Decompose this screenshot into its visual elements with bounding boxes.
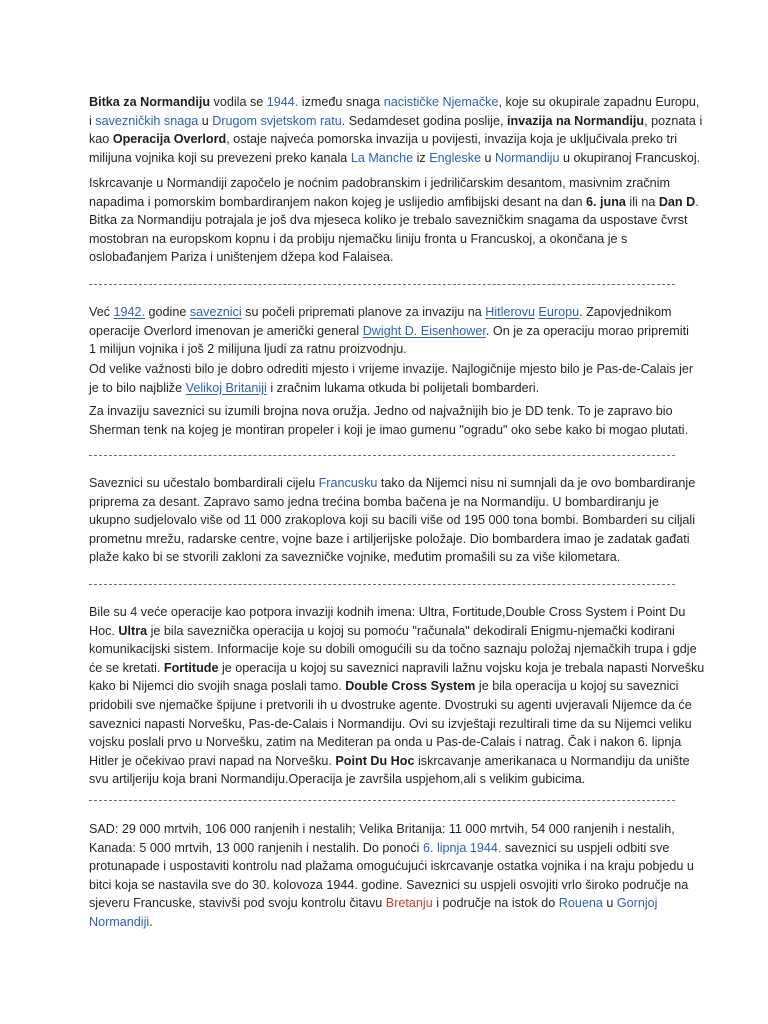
text-run: i xyxy=(89,113,96,128)
text-line xyxy=(89,174,689,193)
text-line xyxy=(89,322,689,341)
text-run: plaže kako bi se stvorili zakloni za savezničke vojnike, međutim promašili su za više kilometara. xyxy=(89,550,621,565)
text-run: , poznata i xyxy=(644,113,703,128)
text-run: , ostaje najveća pomorska invazija u povijesti, invazija koja je uključivala preko tri xyxy=(226,132,678,147)
text-line xyxy=(89,659,705,678)
text-run: Već xyxy=(89,305,114,319)
text-line xyxy=(89,820,689,839)
text-run: je to bilo najbliže xyxy=(89,380,186,395)
text-line xyxy=(89,193,699,212)
text-run: operacije Overlord imenovan je američki general xyxy=(89,323,363,338)
paragraph-operations xyxy=(89,603,705,789)
paragraph-casualties xyxy=(89,820,694,932)
text-run: saveznici napasti Norvešku, Pas-de-Calais i Normandiju. Ovi su izvještaji rezultirali time da su Nijemci veliku xyxy=(89,716,692,731)
text-line xyxy=(89,230,689,249)
text-line xyxy=(89,603,689,622)
text-run: je bila operacija u kojoj su saveznici xyxy=(475,679,679,694)
hyperlink[interactable]: 1944. xyxy=(266,95,299,109)
paragraph-weapons xyxy=(89,402,689,439)
bold-term: Operacija Overlord xyxy=(112,132,227,147)
text-line xyxy=(89,733,689,752)
text-run: iz xyxy=(413,150,430,165)
text-line xyxy=(89,248,689,267)
text-run: saveznici su uspjeli odbiti sve xyxy=(501,840,670,855)
text-line xyxy=(89,493,689,512)
text-run: priprema za desant. Zapravo samo jedna trećina bomba bačena je na Normandiju. U bombardiranju je xyxy=(89,494,659,509)
hyperlink[interactable]: Engleske xyxy=(429,150,482,165)
text-run: Saveznici su učestalo bombardirali cijelu xyxy=(89,476,319,490)
bold-term: Ultra xyxy=(118,623,148,638)
text-run: Bile su 4 veće operacije kao potpora invaziji kodnih imena: Ultra, Fortitude,Double Cross System i Point Du xyxy=(89,605,686,619)
text-run: u xyxy=(481,150,496,165)
hyperlink[interactable]: savezničkih snaga xyxy=(95,113,199,128)
text-run: Od velike važnosti bilo je dobro odrediti mjesto i vrijeme invazije. Najlogičnije mjesto bilo je Pas-de-Calais jer xyxy=(89,362,694,376)
text-line xyxy=(89,303,689,322)
text-run: Bitka za Normandiju potrajala je još dva mjeseca koliko je trebalo savezničkim snagama da uspostave čvrst xyxy=(89,213,688,228)
hyperlink[interactable]: Gornjoj xyxy=(616,896,658,911)
text-line xyxy=(89,913,689,932)
text-run: tako da Nijemci nisu ni sumnjali da je ovo bombardiranje xyxy=(377,476,696,490)
text-run: . On je za operaciju morao pripremiti xyxy=(485,323,689,338)
section-divider xyxy=(89,800,675,801)
text-run: , koje su okupirale zapadnu Europu, xyxy=(498,95,700,109)
section-divider xyxy=(89,455,675,456)
text-run: godine xyxy=(145,305,190,319)
text-line xyxy=(89,839,689,858)
text-line xyxy=(89,149,701,168)
hyperlink[interactable]: nacističke Njemačke xyxy=(383,95,499,109)
bold-term: Dan D xyxy=(658,194,696,209)
text-run: Hitler je očekivao pravi napad na Norvešku. xyxy=(89,753,336,768)
text-run: Iskrcavanje u Normandiji započelo je noćnim padobranskim i jedriličarskim desantom, masivnim zračnim xyxy=(89,176,670,190)
text-run: . Sedamdeset godina poslije, xyxy=(341,113,507,128)
text-run: Sherman tenk na kojeg je montiran propeler i koji je imao gumenu "ogradu" oko sebe kako bi mogao plutati. xyxy=(89,422,689,437)
text-line xyxy=(89,622,689,641)
hyperlink[interactable]: Normandiji xyxy=(89,914,150,929)
text-line xyxy=(89,640,697,659)
text-run: svu artiljeriju koja brani Normandiju.Operacija je završila uspjehom,ali s velikim gubicima. xyxy=(89,772,586,787)
text-line xyxy=(89,360,694,379)
text-line xyxy=(89,421,689,440)
hyperlink-underlined[interactable]: Hitlerovu xyxy=(485,305,535,319)
text-run: pridobili sve njemačke špijune i pretvorili ih u dvostruke agente. Dvostruki su agenti uvjeravali Nijemce da će xyxy=(89,697,692,712)
hyperlink-underlined[interactable]: 1942. xyxy=(113,305,146,319)
text-run: između snaga xyxy=(298,95,384,109)
text-line xyxy=(89,340,689,359)
text-line xyxy=(89,379,689,398)
bold-term: invazija na Normandiju xyxy=(506,113,645,128)
paragraph-bombing xyxy=(89,474,696,567)
text-run: će se kretati. xyxy=(89,660,164,675)
text-run: . Zapovjednikom xyxy=(579,305,672,319)
text-run: 1 milijun vojnika i još 2 milijuna ljudi za ratnu proizvodnju. xyxy=(89,342,407,357)
hyperlink[interactable]: Rouena xyxy=(558,896,603,911)
text-run: . xyxy=(695,194,699,209)
hyperlink[interactable]: La Manche xyxy=(350,150,414,165)
text-line xyxy=(89,474,696,493)
text-run: i zračnim lukama otkuda bi polijetali bombarderi. xyxy=(266,380,540,395)
hyperlink-underlined[interactable]: Velikoj Britaniji xyxy=(185,380,267,395)
text-line xyxy=(89,130,689,149)
text-run: ukupno sudjelovalo više od 11 000 zrakoplova koji su bacili više od 195 000 tona bombi. Bombarderi su ciljali xyxy=(89,513,696,528)
text-line xyxy=(89,876,689,895)
paragraph-intro xyxy=(89,93,703,167)
text-run: milijuna vojnika koji su prevezeni preko kanala xyxy=(89,150,351,165)
text-run: mostobran na europskom kopnu i da probiju njemačku liniju fronta u Francuskoj, a okončana je s xyxy=(89,231,628,246)
text-run: u xyxy=(602,896,617,911)
hyperlink[interactable]: Drugom svjetskom ratu xyxy=(212,113,342,128)
text-run: u xyxy=(198,113,213,128)
hyperlink-underlined[interactable]: Europu xyxy=(538,305,580,319)
hyperlink[interactable]: 6. lipnja 1944. xyxy=(422,840,502,855)
text-run: Hoc. xyxy=(89,623,119,638)
text-run: prometnu mrežu, radarske centre, vojne baze i artiljerijske položaje. Dio bombardera imao je zadatak gađati xyxy=(89,531,690,546)
text-run: iskrcavanje amerikanaca u Normandiju da unište xyxy=(414,753,690,768)
text-run: SAD: 29 000 mrtvih, 106 000 ranjenih i nestalih; Velika Britanija: 11 000 mrtvih, 54 000 ranjenih i nestalih, xyxy=(89,822,675,836)
text-line xyxy=(89,857,694,876)
text-run: napadima i pomorskim bombardiranjem nakon kojeg je uslijedio amfibijski desant na dan xyxy=(89,194,587,209)
text-line xyxy=(89,696,692,715)
bold-term: Fortitude xyxy=(163,660,219,675)
text-run: protunapade i uspostaviti kontrolu nad plažama omogućujući iskrcavanje ostatka vojnika i na kraju pobjedu u xyxy=(89,859,694,874)
paragraph-planning xyxy=(89,303,689,359)
text-run: kao xyxy=(89,132,113,147)
text-run: . xyxy=(149,914,153,929)
bold-term: Double Cross System xyxy=(345,679,476,694)
text-run: vojsku poslali prvo u Norvešku, zatim na Mediteran pa onda u Pas-de-Calais i natrag. Čak i nakon 6. lipnja xyxy=(89,735,682,750)
text-run: komunikacijski sistem. Informacije koje su dobili omogućili su da točno saznaju položaj njemačkih trupa i gdje xyxy=(89,642,697,657)
text-line xyxy=(89,548,689,567)
text-line xyxy=(89,112,703,131)
text-line xyxy=(89,677,689,696)
text-run: u okupiranoj Francuskoj. xyxy=(559,150,701,165)
hyperlink-missing[interactable]: Bretanju xyxy=(385,896,433,911)
text-run: je bila saveznička operacija u kojoj su pomoću "računala" dekodirali Enigmu-njemački kodirani xyxy=(147,623,675,638)
paragraph-landing xyxy=(89,174,699,267)
text-run: je operacija u kojoj su saveznici napravili lažnu vojsku koja je trebala napasti Norvešku xyxy=(218,660,705,675)
text-line xyxy=(89,93,700,112)
hyperlink-underlined[interactable]: Dwight D. Eisenhower xyxy=(362,323,486,338)
text-run: vodila se xyxy=(210,95,267,109)
text-run: su počeli pripremati planove za invaziju na xyxy=(241,305,486,319)
text-run: i područje na istok do xyxy=(432,896,559,911)
bold-term: Point Du Hoc xyxy=(335,753,415,768)
bold-term: 6. juna xyxy=(586,194,626,209)
text-line xyxy=(89,715,692,734)
text-line xyxy=(89,530,689,549)
hyperlink[interactable]: Normandiju xyxy=(495,150,560,165)
text-run: Za invaziju saveznici su izumili brojna nova oružja. Jedno od najvažnijih bio je DD tenk. To je zapravo bio xyxy=(89,404,673,418)
text-line xyxy=(89,894,689,913)
text-run: kako bi Nijemci dio svojih snaga poslali tamo. xyxy=(89,679,346,694)
text-line xyxy=(89,211,689,230)
text-line xyxy=(89,752,689,771)
text-line xyxy=(89,770,689,789)
section-divider xyxy=(89,284,675,285)
bold-term: Bitka za Normandiju xyxy=(89,95,211,109)
hyperlink-underlined[interactable]: saveznici xyxy=(189,305,242,319)
text-line xyxy=(89,402,689,421)
section-divider xyxy=(89,584,675,585)
text-run: ili na xyxy=(625,194,659,209)
paragraph-location xyxy=(89,360,694,397)
text-run: Kanada: 5 000 mrtvih, 13 000 ranjenih i nestalih. Do ponoći xyxy=(89,840,423,855)
hyperlink[interactable]: Francusku xyxy=(318,476,378,490)
text-run: sjeveru Francuske, stavivši pod svoju kontrolu čitavu xyxy=(89,896,386,911)
text-run: bitci koja se nastavila sve do 30. kolovoza 1944. godine. Saveznici su uspjeli osvojiti vrlo široko područje na xyxy=(89,877,689,892)
text-run: oslobađanjem Pariza i uništenjem džepa kod Falaisea. xyxy=(89,250,394,265)
text-line xyxy=(89,511,696,530)
